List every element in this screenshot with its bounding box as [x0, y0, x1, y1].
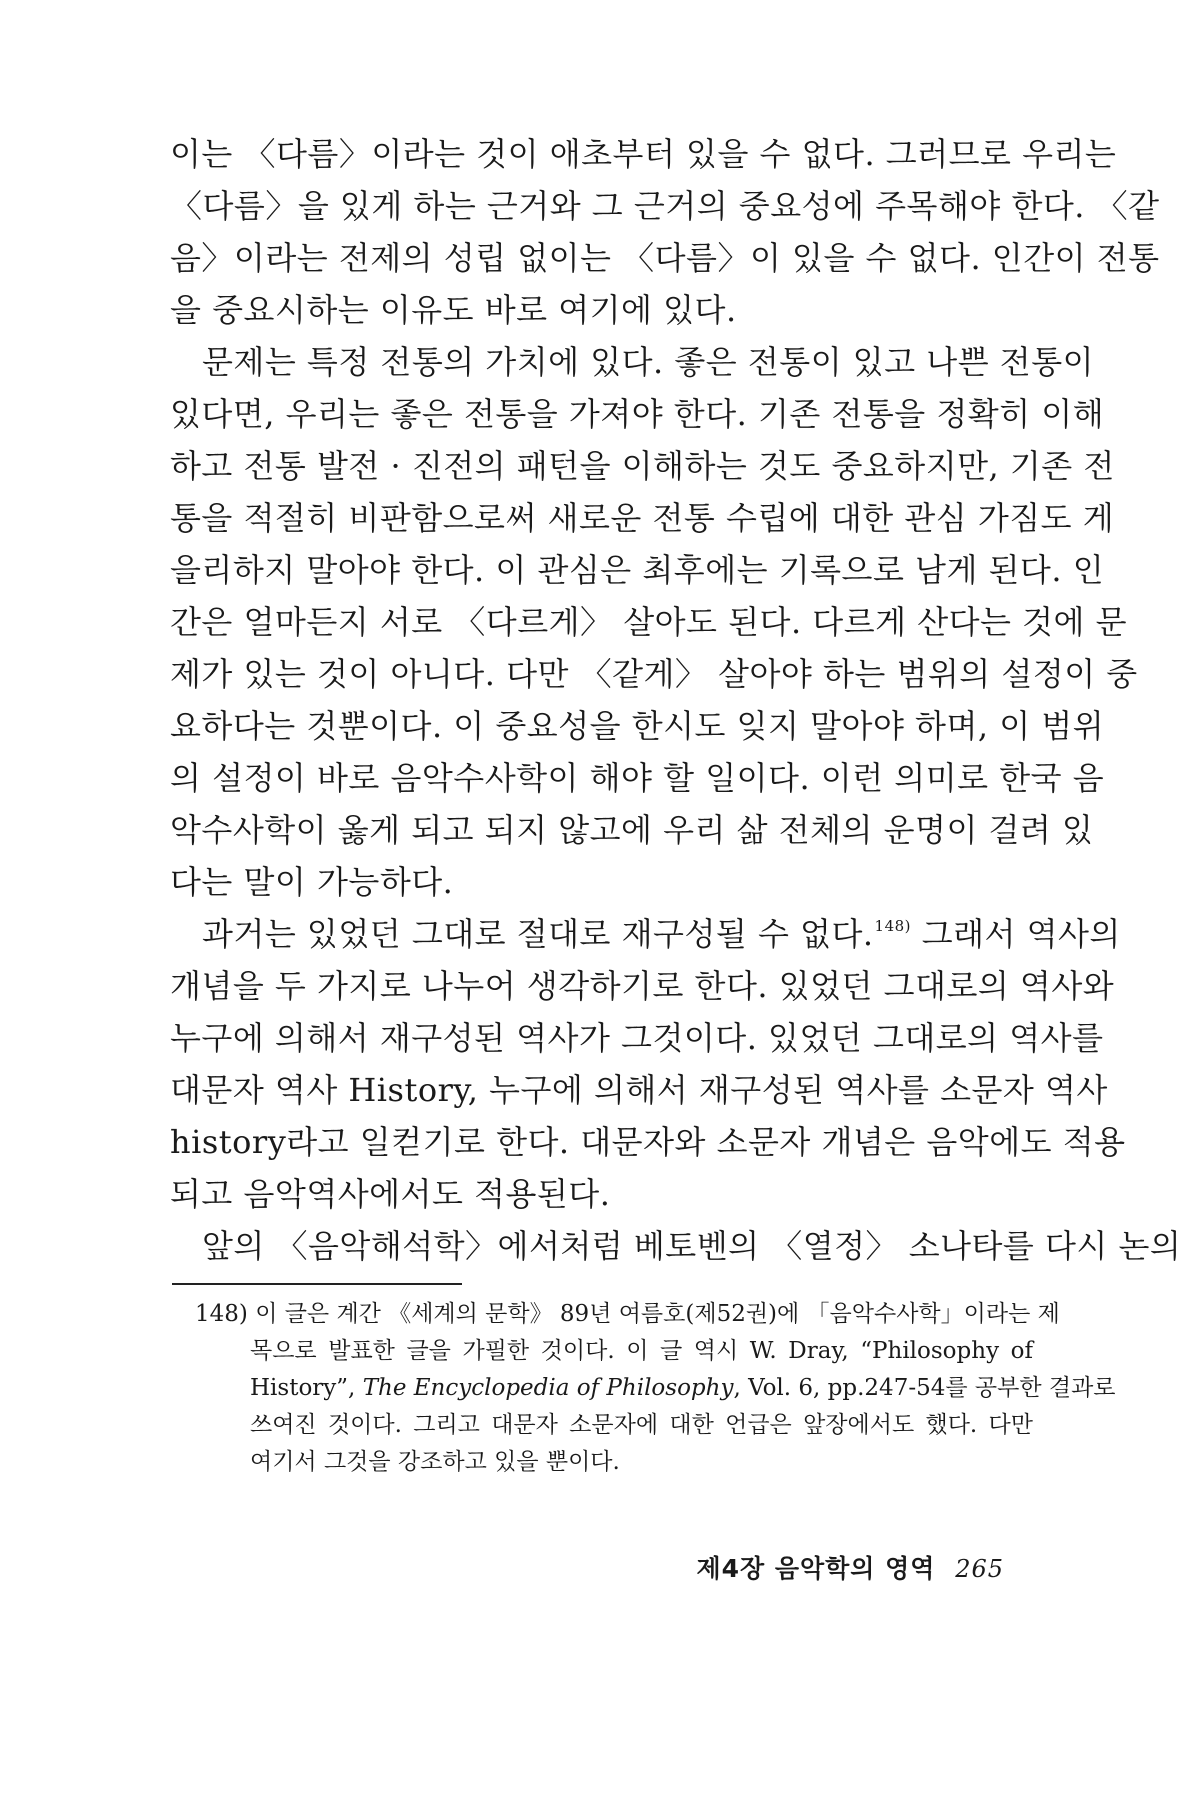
text-line: 을리하지 말아야 한다. 이 관심은 최후에는 기록으로 남게 된다. 인	[170, 551, 1105, 589]
text-line: 의 설정이 바로 음악수사학이 해야 할 일이다. 이런 의미로 한국 음	[170, 759, 1105, 797]
text-segment: 과거는 있었던 그대로 절대로 재구성될 수 없다.	[202, 915, 874, 953]
text-line: 대문자 역사 History, 누구에 의해서 재구성된 역사를 소문자 역사	[170, 1071, 1108, 1109]
footnote-line: 목으로 발표한 글을 가필한 것이다. 이 글 역시 W. Dray, “Philosophy of	[250, 1338, 1033, 1364]
footnote-text: History”,	[250, 1375, 363, 1401]
text-line: 을 중요시하는 이유도 바로 여기에 있다.	[170, 291, 737, 329]
footnote-divider	[172, 1283, 462, 1285]
body-text	[170, 128, 1182, 1272]
footnote-reference[interactable]: 148)	[874, 917, 912, 935]
text-line: 다는 말이 가능하다.	[170, 863, 454, 901]
text-line-with-footnote-ref	[170, 908, 1121, 960]
chapter-title: 제4장 음악학의 영역	[696, 1554, 936, 1583]
footnote-line: 여기서 그것을 강조하고 있을 뿐이다.	[250, 1449, 620, 1475]
footnote-line: 쓰여진 것이다. 그리고 대문자 소문자에 대한 언급은 앞장에서도 했다. 다만	[250, 1412, 1033, 1438]
text-line: 요하다는 것뿐이다. 이 중요성을 한시도 잊지 말아야 하며, 이 범위	[170, 707, 1105, 745]
text-line: 하고 전통 발전 · 진전의 패턴을 이해하는 것도 중요하지만, 기존 전	[170, 447, 1115, 485]
text-line: 누구에 의해서 재구성된 역사가 그것이다. 있었던 그대로의 역사를	[170, 1019, 1104, 1057]
footnote-line	[195, 1296, 1060, 1333]
text-line: 통을 적절히 비판함으로써 새로운 전통 수립에 대한 관심 가짐도 게	[170, 499, 1115, 537]
text-line: 간은 얼마든지 서로 〈다르게〉 살아도 된다. 다르게 산다는 것에 문	[170, 603, 1128, 641]
page-number: 265	[955, 1555, 1004, 1583]
running-footer	[696, 1551, 1004, 1587]
text-line: 있다면, 우리는 좋은 전통을 가져야 한다. 기존 전통을 정확히 이해	[170, 395, 1105, 433]
cited-work-title: The Encyclopedia of Philosophy	[362, 1375, 734, 1401]
footnote-number: 148)	[195, 1301, 248, 1327]
text-line: 개념을 두 가지로 나누어 생각하기로 한다. 있었던 그대로의 역사와	[170, 967, 1115, 1005]
text-line: 〈다름〉을 있게 하는 근거와 그 근거의 중요성에 주목해야 한다. 〈같	[170, 187, 1160, 225]
text-line: 되고 음악역사에서도 적용된다.	[170, 1175, 611, 1213]
footnote-line	[195, 1370, 1116, 1407]
text-line: 이는 〈다름〉이라는 것이 애초부터 있을 수 없다. 그러므로 우리는	[170, 135, 1117, 173]
text-line: 문제는 특정 전통의 가치에 있다. 좋은 전통이 있고 나쁜 전통이	[202, 343, 1095, 381]
text-line: 제가 있는 것이 아니다. 다만 〈같게〉 살아야 하는 범위의 설정이 중	[170, 655, 1138, 693]
text-line: 음〉이라는 전제의 성립 없이는 〈다름〉이 있을 수 없다. 인간이 전통	[170, 239, 1160, 277]
text-line: history라고 일컫기로 한다. 대문자와 소문자 개념은 음악에도 적용	[170, 1123, 1126, 1161]
footnote	[195, 1296, 1116, 1481]
footnote-text: , Vol. 6, pp.247-54를 공부한 결과로	[733, 1375, 1116, 1401]
text-line: 앞의 〈음악해석학〉에서처럼 베토벤의 〈열정〉 소나타를 다시 논의	[202, 1227, 1182, 1265]
footnote-text: 이 글은 계간 《세계의 문학》 89년 여름호(제52권)에 「음악수사학」이라는 제	[255, 1301, 1060, 1327]
text-segment: 그래서 역사의	[911, 915, 1121, 953]
text-line: 악수사학이 옳게 되고 되지 않고에 우리 삶 전체의 운명이 걸려 있	[170, 811, 1094, 849]
